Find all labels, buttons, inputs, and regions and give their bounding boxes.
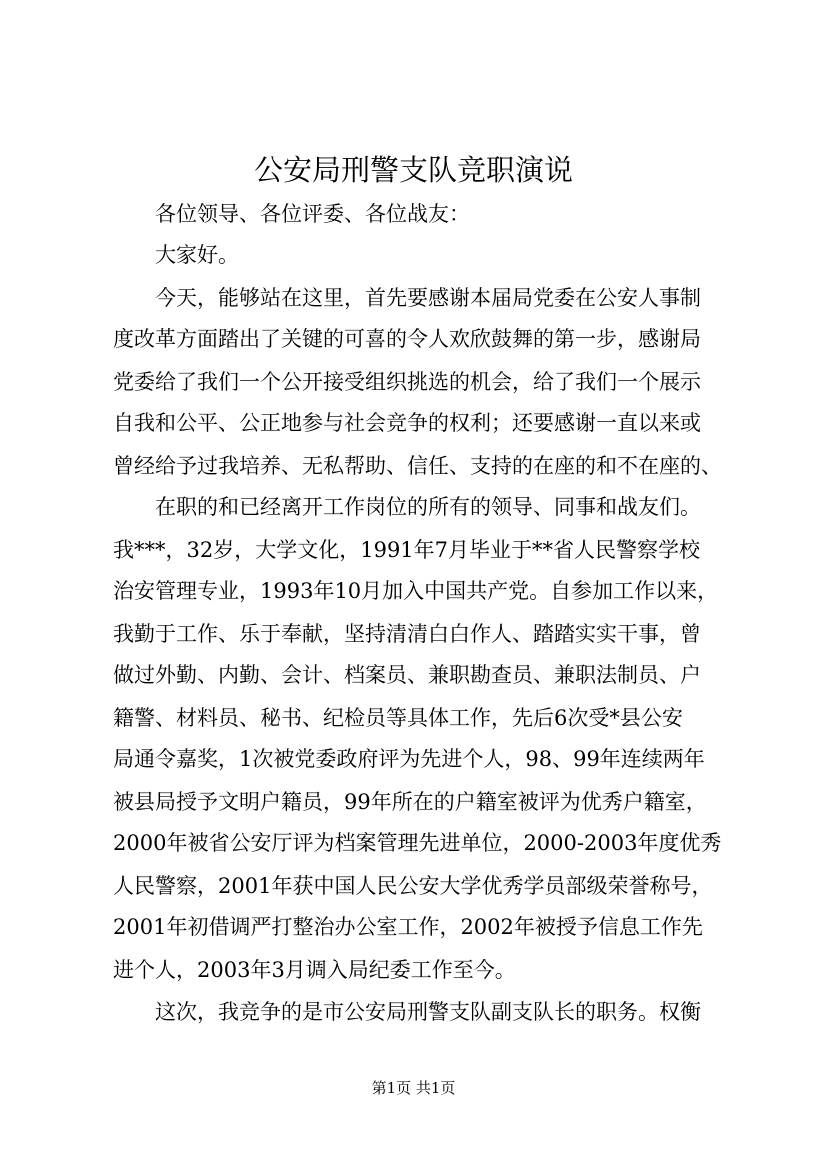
paragraph-line: 做过外勤、内勤、会计、档案员、兼职勘查员、兼职法制员、户	[113, 663, 701, 687]
page-footer: 第1页 共1页	[371, 1079, 456, 1097]
paragraph-line: 今天，能够站在这里，首先要感谢本届局党委在公安人事制	[155, 286, 701, 310]
paragraph-line: 自我和公平、公正地参与社会竞争的权利；还要感谢一直以来或	[113, 411, 701, 435]
paragraph-line: 籍警、材料员、秘书、纪检员等具体工作，先后6次受*县公安	[113, 706, 683, 730]
paragraph-line: 2001年初借调严打整治办公室工作，2002年被授予信息工作先	[113, 915, 703, 939]
paragraph-line: 度改革方面踏出了关键的可喜的令人欢欣鼓舞的第一步，感谢局	[113, 327, 701, 351]
paragraph-line: 党委给了我们一个公开接受组织挑选的机会，给了我们一个展示	[113, 370, 701, 394]
paragraph-line: 曾经给予过我培养、无私帮助、信任、支持的在座的和不在座的、	[113, 454, 722, 478]
paragraph-line: 局通令嘉奖，1次被党委政府评为先进个人，98、99年连续两年	[113, 747, 705, 771]
paragraph-line: 2000年被省公安厅评为档案管理先进单位，2000-2003年度优秀	[113, 831, 722, 855]
paragraph-line: 被县局授予文明户籍员，99年所在的户籍室被评为优秀户籍室，	[113, 790, 707, 814]
paragraph-line: 我勤于工作、乐于奉献，坚持清清白白作人、踏踏实实干事，曾	[113, 622, 701, 646]
paragraph-line: 大家好。	[155, 243, 239, 267]
paragraph-line: 这次，我竞争的是市公安局刑警支队副支队长的职务。权衡	[155, 1000, 701, 1024]
paragraph-line: 各位领导、各位评委、各位战友：	[155, 202, 470, 226]
paragraph-line: 进个人，2003年3月调入局纪委工作至今。	[113, 958, 516, 982]
paragraph-line: 治安管理专业，1993年10月加入中国共产党。自参加工作以来，	[113, 579, 719, 603]
paragraph-line: 人民警察，2001年获中国人民公安大学优秀学员部级荣誉称号，	[113, 874, 713, 898]
paragraph-line: 在职的和已经离开工作岗位的所有的领导、同事和战友们。	[155, 495, 701, 519]
paragraph-line: 我***，32岁，大学文化，1991年7月毕业于**省人民警察学校	[113, 538, 701, 562]
document-title: 公安局刑警支队竞职演说	[253, 153, 573, 187]
